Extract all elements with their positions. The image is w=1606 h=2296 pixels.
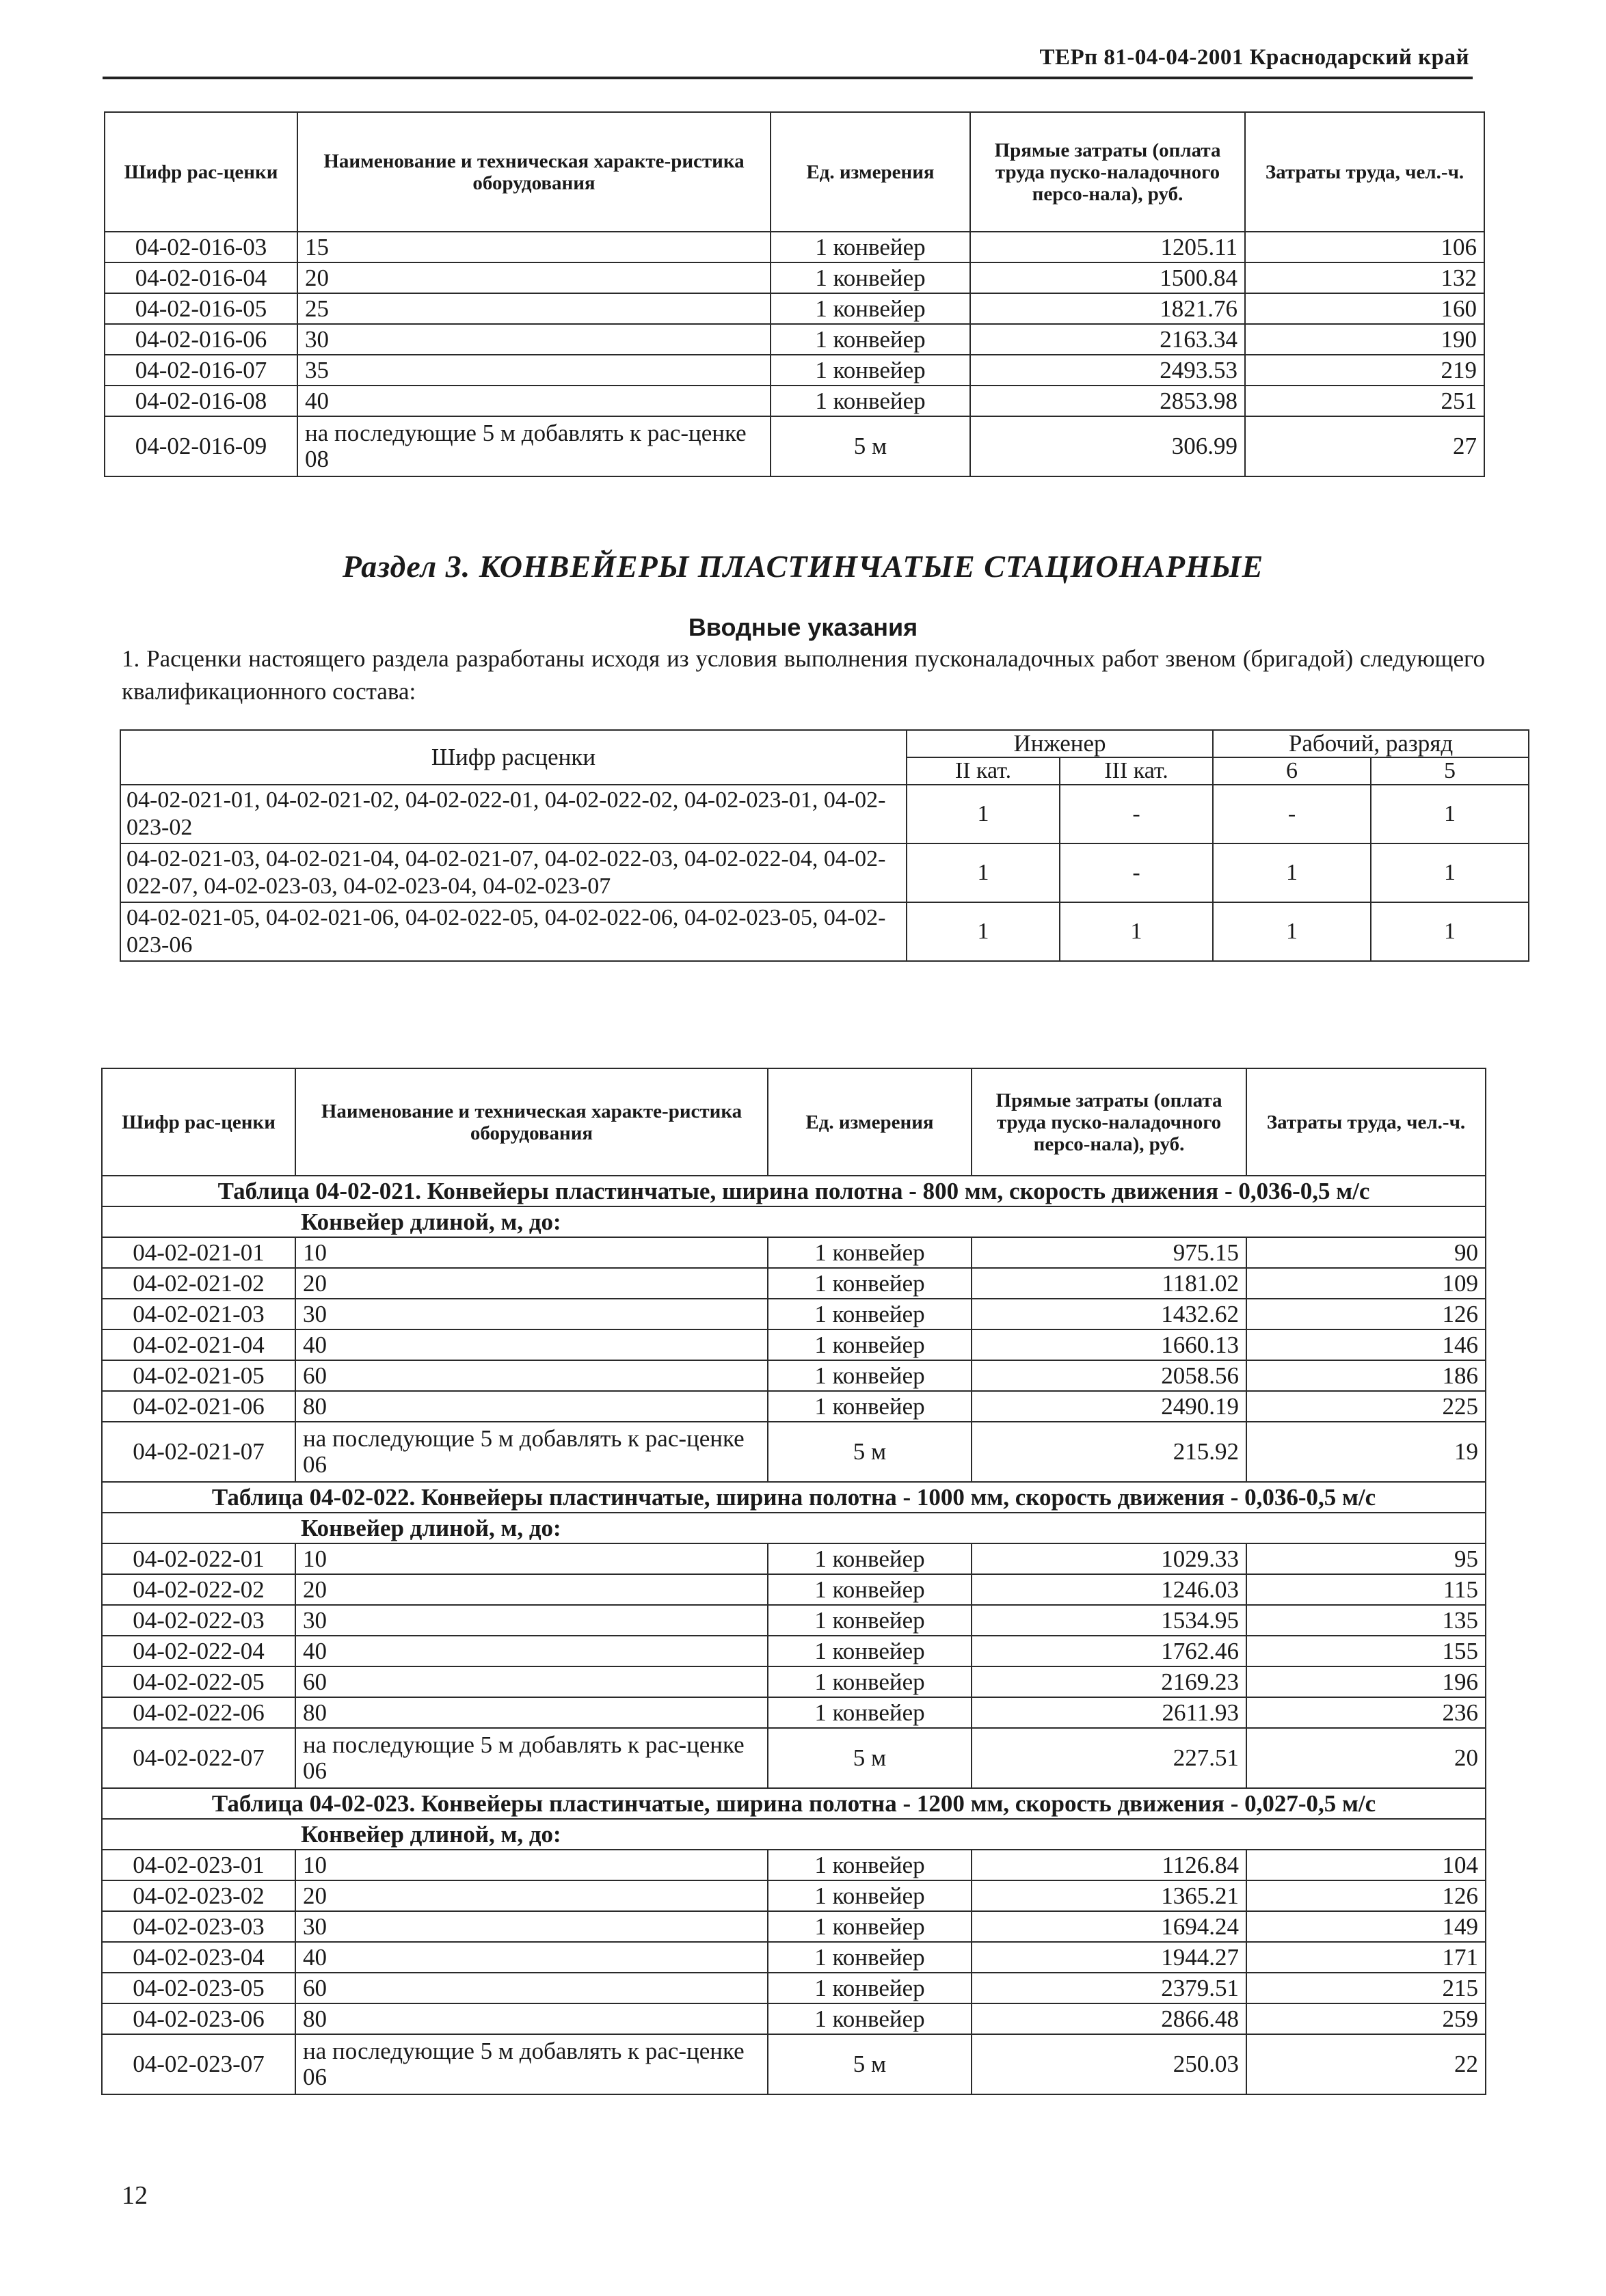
page-number: 12 (122, 2181, 148, 2210)
rate-code: 04-02-016-05 (105, 293, 297, 324)
rate-labor: 215 (1246, 1973, 1486, 2003)
rate-cost: 2611.93 (972, 1697, 1246, 1728)
crew-table (120, 729, 1529, 962)
rate-name: 30 (295, 1605, 768, 1636)
table-row (102, 1299, 1486, 1329)
engineer-header: Инженер (907, 730, 1213, 757)
rate-unit: 1 конвейер (768, 1850, 972, 1880)
rate-name: 30 (297, 324, 771, 355)
crew-value: 1 (1371, 843, 1529, 902)
rate-labor: 132 (1245, 262, 1484, 293)
rate-unit: 1 конвейер (768, 1360, 972, 1391)
rate-cost: 1660.13 (972, 1329, 1246, 1360)
crew-value: 1 (907, 785, 1060, 843)
rate-cost: 1821.76 (970, 293, 1245, 324)
table-subcaption: Конвейер длиной, м, до: (102, 1513, 1486, 1543)
table-row (102, 1850, 1486, 1880)
rate-unit: 1 конвейер (771, 293, 970, 324)
rate-name: 60 (295, 1666, 768, 1697)
rate-cost: 2163.34 (970, 324, 1245, 355)
table-group-021 (102, 1176, 1486, 1482)
rate-name: на последующие 5 м добавлять к рас-ценке 06 (295, 1728, 768, 1788)
rate-unit: 1 конвейер (768, 1973, 972, 2003)
rate-unit: 1 конвейер (768, 1574, 972, 1605)
table-row (102, 1237, 1486, 1268)
rate-cost: 2853.98 (970, 386, 1245, 416)
rate-unit: 1 конвейер (768, 1697, 972, 1728)
table-row (102, 1942, 1486, 1973)
table-row (105, 416, 1484, 476)
table-row (102, 1574, 1486, 1605)
rate-unit: 1 конвейер (768, 1543, 972, 1574)
crew-value: 1 (1371, 785, 1529, 843)
rate-name: 15 (297, 232, 771, 262)
rate-cost: 1246.03 (972, 1574, 1246, 1605)
crew-value: 1 (1213, 902, 1371, 961)
rate-name: на последующие 5 м добавлять к рас-ценке 08 (297, 416, 771, 476)
table-row (102, 1360, 1486, 1391)
rate-labor: 225 (1246, 1391, 1486, 1422)
rate-labor: 259 (1246, 2003, 1486, 2034)
rate-labor: 106 (1245, 232, 1484, 262)
rate-name: 25 (297, 293, 771, 324)
rate-cost: 1181.02 (972, 1268, 1246, 1299)
col-header-code: Шифр рас-ценки (105, 112, 297, 232)
col-header-labor: Затраты труда, чел.-ч. (1246, 1068, 1486, 1176)
table-row (102, 1911, 1486, 1942)
intro-title: Вводные указания (688, 613, 918, 641)
rate-code: 04-02-016-04 (105, 262, 297, 293)
table-subcaption: Конвейер длиной, м, до: (102, 1206, 1486, 1237)
rate-unit: 1 конвейер (768, 1237, 972, 1268)
rate-name: 20 (295, 1268, 768, 1299)
rate-cost: 1944.27 (972, 1942, 1246, 1973)
table-row (120, 843, 1529, 902)
rate-code: 04-02-023-06 (102, 2003, 295, 2034)
rate-code: 04-02-021-03 (102, 1299, 295, 1329)
rate-name: 10 (295, 1543, 768, 1574)
crew-codes: 04-02-021-01, 04-02-021-02, 04-02-022-01, 04-02-022-02, 04-02-023-01, 04-02-023-02 (120, 785, 907, 843)
rate-code: 04-02-016-03 (105, 232, 297, 262)
intro-paragraph: 1. Расценки настоящего раздела разработаны исходя из условия выполнения пусконаладочных работ звеном (бригадой) следующего квалификационного состава: (122, 645, 1485, 705)
rate-code: 04-02-016-07 (105, 355, 297, 386)
table-row (102, 1636, 1486, 1666)
rate-labor: 126 (1246, 1880, 1486, 1911)
table-row (102, 1329, 1486, 1360)
table-row (102, 1391, 1486, 1422)
col-header-code: Шифр рас-ценки (102, 1068, 295, 1176)
rate-cost: 1365.21 (972, 1880, 1246, 1911)
table-row (105, 355, 1484, 386)
rate-labor: 104 (1246, 1850, 1486, 1880)
rate-cost: 2493.53 (970, 355, 1245, 386)
rate-labor: 115 (1246, 1574, 1486, 1605)
rate-labor: 20 (1246, 1728, 1486, 1788)
rate-code: 04-02-021-06 (102, 1391, 295, 1422)
rate-cost: 1694.24 (972, 1911, 1246, 1942)
col-header-unit: Ед. измерения (771, 112, 970, 232)
rate-name: 40 (297, 386, 771, 416)
rate-labor: 160 (1245, 293, 1484, 324)
crew-value: - (1060, 843, 1213, 902)
crew-subheader: 6 (1213, 757, 1371, 785)
rate-name: 30 (295, 1911, 768, 1942)
rate-cost: 1205.11 (970, 232, 1245, 262)
rate-unit: 1 конвейер (771, 324, 970, 355)
rate-unit: 1 конвейер (768, 1636, 972, 1666)
rate-unit: 1 конвейер (768, 1299, 972, 1329)
rate-unit: 1 конвейер (768, 1666, 972, 1697)
rate-name: 10 (295, 1850, 768, 1880)
col-header-unit: Ед. измерения (768, 1068, 972, 1176)
rate-labor: 186 (1246, 1360, 1486, 1391)
rate-name: 80 (295, 2003, 768, 2034)
rate-unit: 1 конвейер (771, 232, 970, 262)
rate-labor: 146 (1246, 1329, 1486, 1360)
rate-code: 04-02-022-05 (102, 1666, 295, 1697)
rate-name: 80 (295, 1697, 768, 1728)
rate-name: 60 (295, 1973, 768, 2003)
rate-labor: 219 (1245, 355, 1484, 386)
rate-labor: 27 (1245, 416, 1484, 476)
rate-unit: 5 м (771, 416, 970, 476)
rate-code: 04-02-022-01 (102, 1543, 295, 1574)
table-row (102, 1422, 1486, 1482)
rate-labor: 126 (1246, 1299, 1486, 1329)
table-caption: Таблица 04-02-023. Конвейеры пластинчатые, ширина полотна - 1200 мм, скорость движения - 0,027-0,5 м/с (102, 1788, 1486, 1819)
table-group-022 (102, 1482, 1486, 1788)
rate-unit: 1 конвейер (771, 386, 970, 416)
rate-unit: 1 конвейер (768, 1880, 972, 1911)
rate-unit: 1 конвейер (768, 1391, 972, 1422)
rate-labor: 19 (1246, 1422, 1486, 1482)
section-title: Раздел 3. КОНВЕЙЕРЫ ПЛАСТИНЧАТЫЕ СТАЦИОНАРНЫЕ (342, 549, 1264, 584)
rate-cost: 1432.62 (972, 1299, 1246, 1329)
rate-cost: 2379.51 (972, 1973, 1246, 2003)
table-row (105, 293, 1484, 324)
rate-cost: 306.99 (970, 416, 1245, 476)
rate-labor: 190 (1245, 324, 1484, 355)
rate-name: 35 (297, 355, 771, 386)
table-row (102, 1666, 1486, 1697)
col-header-name: Наименование и техническая характе-ристика оборудования (295, 1068, 768, 1176)
rate-code: 04-02-021-01 (102, 1237, 295, 1268)
rate-code: 04-02-023-02 (102, 1880, 295, 1911)
rate-cost: 2058.56 (972, 1360, 1246, 1391)
crew-value: - (1060, 785, 1213, 843)
rate-cost: 2169.23 (972, 1666, 1246, 1697)
table-row (105, 262, 1484, 293)
rate-unit: 1 конвейер (768, 1268, 972, 1299)
rate-name: 40 (295, 1942, 768, 1973)
table-row (102, 1728, 1486, 1788)
rate-code: 04-02-021-05 (102, 1360, 295, 1391)
table-row (105, 232, 1484, 262)
table-row (102, 1973, 1486, 2003)
crew-value: - (1213, 785, 1371, 843)
col-header-cost: Прямые затраты (оплата труда пуско-наладочного персо-нала), руб. (970, 112, 1245, 232)
table-row (102, 2034, 1486, 2094)
rate-code: 04-02-022-02 (102, 1574, 295, 1605)
rate-code: 04-02-021-04 (102, 1329, 295, 1360)
table-row (105, 386, 1484, 416)
header-rule (103, 77, 1473, 79)
crew-value: 1 (1371, 902, 1529, 961)
crew-value: 1 (1060, 902, 1213, 961)
crew-code-header: Шифр расценки (120, 730, 907, 785)
rate-labor: 155 (1246, 1636, 1486, 1666)
rate-code: 04-02-023-07 (102, 2034, 295, 2094)
col-header-labor: Затраты труда, чел.-ч. (1245, 112, 1484, 232)
rate-name: 30 (295, 1299, 768, 1329)
table-row (120, 902, 1529, 961)
rate-cost: 1126.84 (972, 1850, 1246, 1880)
crew-subheader: 5 (1371, 757, 1529, 785)
rate-labor: 135 (1246, 1605, 1486, 1636)
rate-name: 40 (295, 1329, 768, 1360)
rate-code: 04-02-023-05 (102, 1973, 295, 2003)
table-row (102, 1268, 1486, 1299)
table-row (105, 324, 1484, 355)
rate-labor: 95 (1246, 1543, 1486, 1574)
rates-table-top (104, 111, 1485, 477)
rate-name: 40 (295, 1636, 768, 1666)
rate-name: на последующие 5 м добавлять к рас-ценке 06 (295, 2034, 768, 2094)
rate-cost: 227.51 (972, 1728, 1246, 1788)
crew-value: 1 (907, 902, 1060, 961)
table-row (102, 1697, 1486, 1728)
table-row (102, 2003, 1486, 2034)
rate-code: 04-02-023-04 (102, 1942, 295, 1973)
table-row (102, 1605, 1486, 1636)
col-header-name: Наименование и техническая характе-ристика оборудования (297, 112, 771, 232)
rate-name: 10 (295, 1237, 768, 1268)
rate-cost: 1534.95 (972, 1605, 1246, 1636)
rates-table-main (101, 1068, 1486, 2095)
running-header: ТЕРп 81-04-04-2001 Краснодарский край (1039, 45, 1469, 70)
rate-unit: 1 конвейер (768, 1605, 972, 1636)
rate-code: 04-02-016-06 (105, 324, 297, 355)
rate-name: 20 (295, 1574, 768, 1605)
rate-cost: 1762.46 (972, 1636, 1246, 1666)
table-row (120, 785, 1529, 843)
table-caption: Таблица 04-02-021. Конвейеры пластинчатые, ширина полотна - 800 мм, скорость движения - 0,036-0,5 м/с (102, 1176, 1486, 1206)
rate-name: 60 (295, 1360, 768, 1391)
rate-cost: 215.92 (972, 1422, 1246, 1482)
crew-value: 1 (1213, 843, 1371, 902)
rate-unit: 1 конвейер (771, 355, 970, 386)
rate-cost: 250.03 (972, 2034, 1246, 2094)
rate-labor: 149 (1246, 1911, 1486, 1942)
rate-code: 04-02-016-08 (105, 386, 297, 416)
rate-labor: 22 (1246, 2034, 1486, 2094)
rate-unit: 5 м (768, 1422, 972, 1482)
rate-unit: 1 конвейер (771, 262, 970, 293)
rate-code: 04-02-022-03 (102, 1605, 295, 1636)
rate-labor: 109 (1246, 1268, 1486, 1299)
rate-unit: 5 м (768, 1728, 972, 1788)
rate-code: 04-02-023-03 (102, 1911, 295, 1942)
rate-labor: 171 (1246, 1942, 1486, 1973)
rate-code: 04-02-021-02 (102, 1268, 295, 1299)
crew-value: 1 (907, 843, 1060, 902)
rate-code: 04-02-016-09 (105, 416, 297, 476)
rate-cost: 975.15 (972, 1237, 1246, 1268)
crew-subheader: III кат. (1060, 757, 1213, 785)
crew-subheader: II кат. (907, 757, 1060, 785)
worker-header: Рабочий, разряд (1213, 730, 1529, 757)
rate-unit: 1 конвейер (768, 1911, 972, 1942)
rate-labor: 196 (1246, 1666, 1486, 1697)
crew-codes: 04-02-021-03, 04-02-021-04, 04-02-021-07, 04-02-022-03, 04-02-022-04, 04-02-022-07, 04-02-023-03, 04-02-023-04, 04-02-023-07 (120, 843, 907, 902)
rate-labor: 251 (1245, 386, 1484, 416)
rate-unit: 1 конвейер (768, 2003, 972, 2034)
rate-name: 20 (295, 1880, 768, 1911)
rate-cost: 2490.19 (972, 1391, 1246, 1422)
rate-name: 20 (297, 262, 771, 293)
crew-codes: 04-02-021-05, 04-02-021-06, 04-02-022-05, 04-02-022-06, 04-02-023-05, 04-02-023-06 (120, 902, 907, 961)
rate-code: 04-02-022-04 (102, 1636, 295, 1666)
rate-unit: 1 конвейер (768, 1942, 972, 1973)
rate-cost: 1029.33 (972, 1543, 1246, 1574)
rate-code: 04-02-021-07 (102, 1422, 295, 1482)
rate-cost: 1500.84 (970, 262, 1245, 293)
table-row (102, 1543, 1486, 1574)
rate-labor: 90 (1246, 1237, 1486, 1268)
rate-code: 04-02-022-06 (102, 1697, 295, 1728)
rate-cost: 2866.48 (972, 2003, 1246, 2034)
rate-unit: 1 конвейер (768, 1329, 972, 1360)
rate-unit: 5 м (768, 2034, 972, 2094)
rate-code: 04-02-023-01 (102, 1850, 295, 1880)
rate-labor: 236 (1246, 1697, 1486, 1728)
rate-name: на последующие 5 м добавлять к рас-ценке 06 (295, 1422, 768, 1482)
col-header-cost: Прямые затраты (оплата труда пуско-наладочного персо-нала), руб. (972, 1068, 1246, 1176)
table-group-023 (102, 1788, 1486, 2094)
table-caption: Таблица 04-02-022. Конвейеры пластинчатые, ширина полотна - 1000 мм, скорость движения - 0,036-0,5 м/с (102, 1482, 1486, 1513)
table-row (102, 1880, 1486, 1911)
table-subcaption: Конвейер длиной, м, до: (102, 1819, 1486, 1850)
rate-name: 80 (295, 1391, 768, 1422)
rate-code: 04-02-022-07 (102, 1728, 295, 1788)
